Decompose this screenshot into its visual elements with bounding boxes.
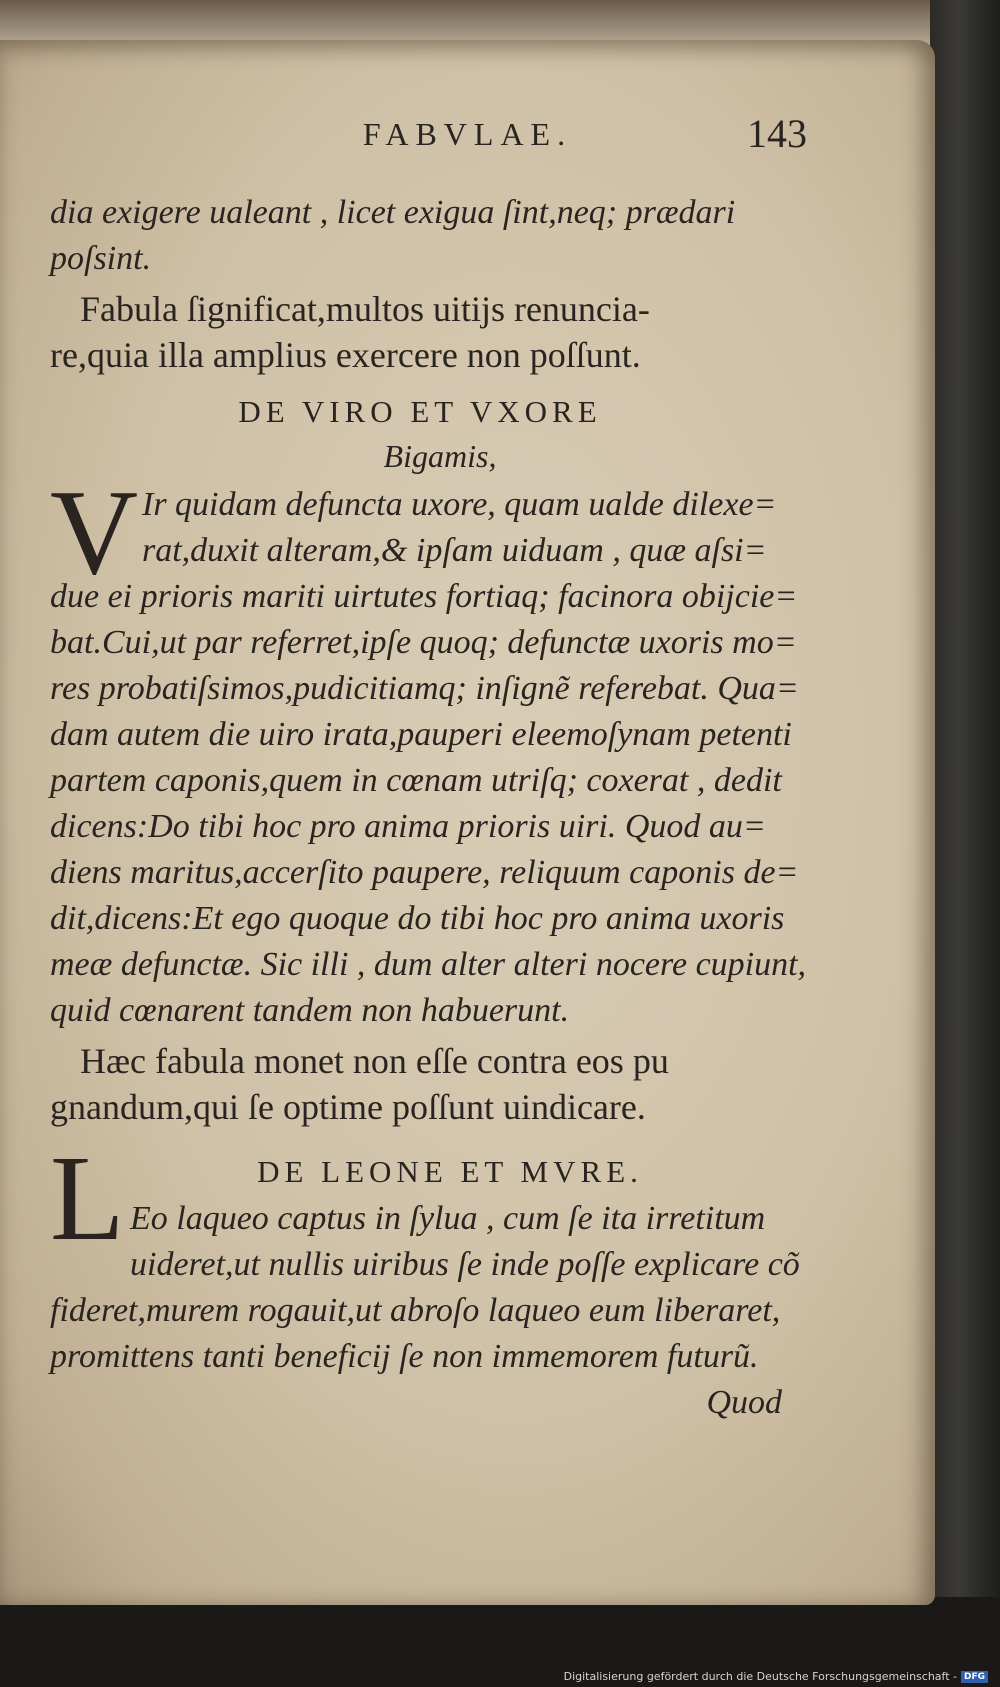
fable-lines (50, 482, 807, 1034)
text-line: uideret,ut nullis uiribus ſe inde poſſe explicare cõ (130, 1246, 800, 1283)
text-block (50, 190, 807, 1426)
credit-text: Digitalisierung gefördert durch die Deutsche Forschungsgemeinschaft - (563, 1670, 957, 1683)
text-line: dit,dicens:Et ego quoque do tibi hoc pro anima uxoris (50, 900, 785, 937)
text-line: bat.Cui,ut par referret,ipſe quoq; defunctæ uxoris mo= (50, 624, 797, 661)
book-binding-shadow (930, 0, 1000, 1687)
text-line: dia exigere ualeant , licet exigua ſint,neq; prædari (50, 194, 736, 231)
text-line: Fabula ſignificat,multos uitijs renuncia- (80, 289, 650, 329)
text-line: res probatiſsimos,pudicitiamq; inſignẽ referebat. Qua= (50, 670, 799, 707)
text-line: Ir quidam defuncta uxore, quam ualde dilexe= (142, 486, 777, 523)
text-line: re,quia illa amplius exercere non poſſunt. (50, 335, 641, 375)
moral-paragraph (50, 1038, 790, 1130)
text-line: rat,duxit alteram,& ipſam uiduam , quæ aſsi= (142, 532, 767, 569)
text-line: Eo laqueo captus in ſylua , cum ſe ita irretitum (130, 1200, 766, 1237)
text-line: meæ defunctæ. Sic illi , dum alter alteri nocere cupiunt, (50, 946, 807, 983)
text-line: promittens tanti beneficij ſe non immemorem futurũ. (50, 1338, 759, 1375)
fable-paragraph (50, 465, 807, 1034)
text-line: poſsint. (50, 240, 152, 277)
fable-lines (50, 1196, 800, 1380)
text-line: gnandum,qui ſe optime poſſunt uindicare. (50, 1087, 646, 1127)
text-line: partem caponis,quem in cœnam utriſq; coxerat , dedit (50, 762, 782, 799)
fable-paragraph (50, 1131, 800, 1380)
running-head: FABVLAE. (362, 116, 573, 152)
moral-paragraph (50, 286, 790, 378)
text-line: quid cœnarent tandem non habuerunt. (50, 992, 570, 1029)
dfg-logo[interactable]: DFG (961, 1671, 988, 1683)
text-line: Hæc fabula monet non eſſe contra eos pu (80, 1041, 669, 1081)
intro-passage (50, 190, 790, 282)
text-line: due ei prioris mariti uirtutes fortiaq; facinora obijcie= (50, 578, 798, 615)
digitization-credit (564, 1670, 988, 1683)
drop-capital: L (50, 1131, 125, 1266)
drop-capital: V (50, 465, 139, 600)
page-header (0, 111, 935, 176)
text-line: fideret,murem rogauit,ut abroſo laqueo eum liberaret, (50, 1292, 781, 1329)
book-page (0, 40, 935, 1605)
fable-title: DE VIRO ET VXORE (238, 394, 602, 429)
page-number: 143 (747, 111, 807, 156)
catchword: Quod (706, 1384, 782, 1421)
text-line: dicens:Do tibi hoc pro anima prioris uiri. Quod au= (50, 808, 766, 845)
fable-title: DE LEONE ET MVRE. (257, 1154, 643, 1189)
text-line: diens maritus,accerſito paupere, reliquum caponis de= (50, 854, 799, 891)
fable-subtitle: Bigamis, (383, 438, 497, 474)
text-line: dam autem die uiro irata,pauperi eleemoſynam petenti (50, 716, 792, 753)
